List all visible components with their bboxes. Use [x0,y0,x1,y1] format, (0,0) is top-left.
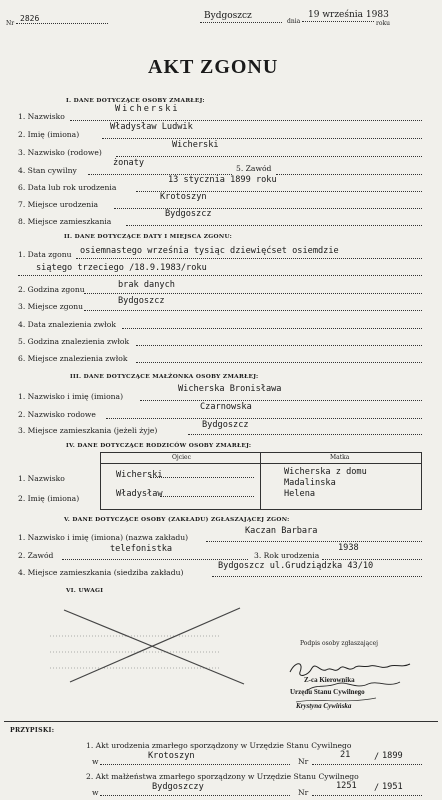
marriage-record-slash: / [374,783,380,793]
birth-record-place: Krotoszyn [148,751,195,761]
section-6-heading: VI. UWAGI [66,588,104,594]
given-names-label: 2. Imię (imiona) [18,130,80,139]
page-title: AKT ZGONU [148,56,279,78]
official-name: Krystyna Cywińska [296,702,352,710]
residence-label: 8. Miejsce zamieszkania [18,217,112,226]
informant-name-value: Kaczan Barbara [245,526,318,536]
father-given-name-value: Władysław [116,489,163,499]
birth-record-place-prefix: w [92,757,99,766]
marriage-record-nr-label: Nr [298,788,309,797]
surname-label: 1. Nazwisko [18,112,65,121]
section-4-heading: IV. DANE DOTYCZĄCE RODZICÓW OSOBY ZMARŁEJ: [66,443,252,449]
spouse-birth-surname-label: 2. Nazwisko rodowe [18,410,96,419]
marriage-record-year: 1951 [382,782,403,792]
marital-status-label: 4. Stan cywilny [18,166,77,175]
parents-surname-label: 1. Nazwisko [18,474,65,483]
birth-place-label: 7. Miejsce urodzenia [18,200,99,209]
nr-label: Nr [6,20,15,27]
death-hour-value: brak danych [118,280,175,290]
informant-occupation-value: telefonistka [110,544,173,554]
informant-address-label: 4. Miejsce zamieszkania (siedziba zakładu) [18,568,184,577]
section-5-heading: V. DANE DOTYCZĄCE OSOBY (ZAKŁADU) ZGŁASZAJĄCEJ ZGON: [64,517,290,523]
birth-surname-value: Wicherski [172,140,219,150]
informant-address-value: Bydgoszcz ul.Grudziądzka 43/10 [218,561,374,571]
death-date-label: 1. Data zgonu [18,250,72,259]
informant-name-label: 1. Nazwisko i imię (imiona) (nazwa zakładu) [18,533,189,542]
birth-record-slash: / [374,752,380,762]
birth-record-number: 21 [340,750,351,760]
remarks-cross-out [30,596,270,692]
body-found-place-label: 6. Miejsce znalezienia zwłok [18,354,128,363]
applicant-signature-label: Podpis osoby zgłaszającej [300,640,378,647]
birth-surname-label: 3. Nazwisko (rodowe) [18,148,102,157]
informant-occupation-label: 2. Zawód [18,551,54,560]
death-place-value: Bydgoszcz [118,296,165,306]
deputy-head-label: Z-ca Kierownika [304,676,355,684]
body-found-date-label: 4. Data znalezienia zwłok [18,320,116,329]
informant-birth-year-value: 1938 [338,543,359,553]
death-date-line1: osiemnastego września tysiąc dziewięćset osiemdzie [80,246,339,256]
annotations-heading: PRZYPISKI: [10,727,55,734]
marriage-record-place: Bydgoszczy [152,782,204,792]
year-label: roku [376,20,390,27]
mother-surname-value: Wicherska z domu [284,467,367,477]
header-date: 19 września 1983 [308,10,389,20]
section-1-heading: I. DANE DOTYCZĄCE OSOBY ZMARŁEJ: [66,98,205,104]
marriage-record-number: 1251 [336,781,357,791]
birth-record-label: 1. Akt urodzenia zmarłego sporządzony w Urzędzie Stanu Cywilnego [86,741,352,750]
marriage-record-place-prefix: w [92,788,99,797]
parents-table [100,452,422,510]
death-place-label: 3. Miejsce zgonu [18,302,83,311]
spouse-residence-value: Bydgoszcz [202,420,249,430]
section-2-heading: II. DANE DOTYCZĄCE DATY I MIEJSCA ZGONU: [64,234,233,240]
registry-office-label: Urzędu Stanu Cywilnego [290,688,365,696]
act-number: 2826 [20,14,40,23]
informant-birth-year-label: 3. Rok urodzenia [254,551,320,560]
surname-value: Wicherski [115,104,180,114]
section-3-heading: III. DANE DOTYCZĄCE MAŁŻONKA OSOBY ZMARŁEJ: [70,374,259,380]
mother-column-header: Matka [330,454,350,461]
date-label: dnia [287,18,301,25]
spouse-name-value: Wicherska Bronisława [178,384,282,394]
parents-given-name-label: 2. Imię (imiona) [18,494,80,503]
mother-birth-surname-value: Madalinska [284,478,336,488]
death-date-line2: siątego trzeciego /18.9.1983/roku [36,263,207,273]
residence-value: Bydgoszcz [165,209,212,219]
body-found-hour-label: 5. Godzina znalezienia zwłok [18,337,130,346]
given-names-value: Władysław Ludwik [110,122,193,132]
spouse-birth-surname-value: Czarnowska [200,402,252,412]
spouse-residence-label: 3. Miejsce zamieszkania (jeżeli żyje) [18,426,158,435]
birth-record-nr-label: Nr [298,757,309,766]
father-surname-value: Wicherski [116,470,163,480]
marriage-record-label: 2. Akt małżeństwa zmarłego sporządzony w Urzędzie Stanu Cywilnego [86,772,359,781]
birth-place-value: Krotoszyn [160,192,207,202]
father-column-header: Ojciec [172,454,191,461]
spouse-name-label: 1. Nazwisko i imię (imiona) [18,392,124,401]
death-hour-label: 2. Godzina zgonu [18,285,85,294]
header-place: Bydgoszcz [204,11,252,21]
birth-date-label: 6. Data lub rok urodzenia [18,183,117,192]
marital-status-value: żonaty [113,158,145,168]
mother-given-name-value: Helena [284,489,316,499]
birth-date-value: 13 stycznia 1899 roku [168,175,277,185]
birth-record-year: 1899 [382,751,403,761]
occupation-label: 5. Zawód [236,164,272,173]
